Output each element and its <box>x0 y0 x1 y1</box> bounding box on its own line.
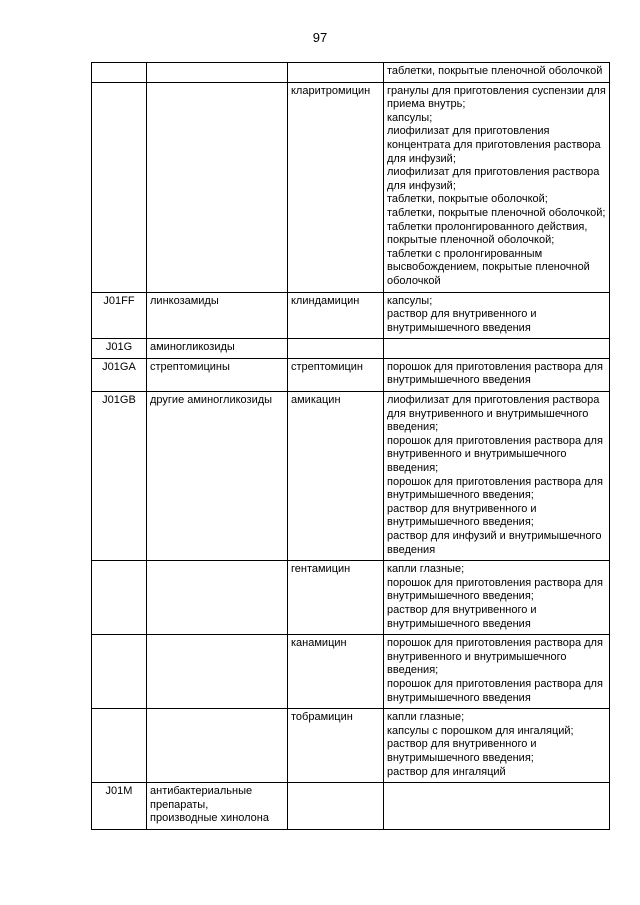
group-cell <box>147 561 288 635</box>
table-row <box>92 339 610 359</box>
table-row <box>92 709 610 783</box>
dosage-form-item: порошок для приготовления раствора для внутримышечного введения; <box>387 576 603 603</box>
dosage-form-item: таблетки, покрытые оболочкой; <box>387 193 548 206</box>
substance-cell <box>288 63 384 83</box>
substance-cell: кларитромицин <box>288 82 384 292</box>
substance-cell: тобрамицин <box>288 709 384 783</box>
group-cell <box>147 358 288 391</box>
group-cell <box>147 709 288 783</box>
dosage-form-item: порошок для приготовления раствора для внутривенного и внутримышечного введения; <box>387 637 603 677</box>
dosage-form-cell <box>384 635 610 709</box>
dosage-form-item: раствор для инфузий и внутримышечного введения <box>387 530 602 556</box>
atc-code-cell <box>92 709 147 783</box>
dosage-form-item: таблетки с пролонгированным высвобождением, покрытые пленочной оболочкой <box>387 247 590 287</box>
substance-cell: гентамицин <box>288 561 384 635</box>
substance-cell: стрептомицин <box>288 358 384 391</box>
group-line: другие аминогликозиды <box>150 394 273 407</box>
table-row <box>92 561 610 635</box>
dosage-form-item: таблетки, покрытые пленочной оболочкой; <box>387 206 606 219</box>
dosage-form-cell <box>384 292 610 339</box>
atc-code-cell <box>92 561 147 635</box>
dosage-form-cell <box>384 392 610 561</box>
table-row <box>92 783 610 830</box>
atc-code-cell <box>92 635 147 709</box>
group-line: аминогликозиды <box>150 341 235 354</box>
dosage-form-item: лиофилизат для приготовления раствора для внутривенного и внутримышечного введения; <box>387 394 600 434</box>
atc-code-cell: J01GA <box>92 358 147 391</box>
group-line: линкозамиды <box>150 294 219 307</box>
table-row <box>92 392 610 561</box>
dosage-form-item: лиофилизат для приготовления концентрата для приготовления раствора для инфузий; <box>387 125 601 165</box>
group-line: производные хинолона <box>150 812 269 825</box>
dosage-form-item: капсулы с порошком для ингаляций; <box>387 724 574 737</box>
dosage-form-cell <box>384 561 610 635</box>
atc-code-cell: J01M <box>92 783 147 830</box>
dosage-form-cell <box>384 82 610 292</box>
page-number: 97 <box>312 30 328 45</box>
atc-code-cell: J01GB <box>92 392 147 561</box>
group-line: антибактериальные <box>150 785 253 798</box>
atc-code-cell <box>92 63 147 83</box>
substance-cell: амикацин <box>288 392 384 561</box>
dosage-form-item: раствор для внутривенного и внутримышечного введения; <box>387 502 537 529</box>
table-row <box>92 635 610 709</box>
dosage-form-item: лиофилизат для приготовления раствора для инфузий; <box>387 166 600 192</box>
substance-cell <box>288 339 384 359</box>
substance-cell <box>288 783 384 830</box>
dosage-form-item: порошок для приготовления раствора для внутримышечного введения <box>387 360 603 387</box>
group-cell <box>147 635 288 709</box>
dosage-form-cell <box>384 358 610 391</box>
dosage-form-item: раствор для ингаляций <box>387 765 506 778</box>
table-row <box>92 82 610 292</box>
dosage-form-cell <box>384 709 610 783</box>
dosage-form-item: капсулы; <box>387 294 433 307</box>
group-line: препараты, <box>150 798 209 811</box>
drug-table <box>91 62 610 830</box>
dosage-form-item: раствор для внутривенного и внутримышечного введения; <box>387 738 537 764</box>
group-cell <box>147 339 288 359</box>
group-cell <box>147 63 288 83</box>
dosage-form-item: раствор для внутривенного и внутримышечного введения <box>387 308 537 334</box>
table-row <box>92 358 610 391</box>
table-body <box>92 63 610 830</box>
dosage-form-item: капсулы; <box>387 111 433 124</box>
dosage-form-item: порошок для приготовления раствора для внутримышечного введения <box>387 677 603 704</box>
atc-code-cell: J01FF <box>92 292 147 339</box>
dosage-form-item: раствор для внутривенного и внутримышечного введения <box>387 603 537 630</box>
dosage-form-item: таблетки, покрытые пленочной оболочкой <box>387 65 603 77</box>
group-cell <box>147 392 288 561</box>
dosage-form-cell <box>384 63 610 83</box>
atc-code-cell: J01G <box>92 339 147 359</box>
substance-cell: канамицин <box>288 635 384 709</box>
dosage-form-item: капли глазные; <box>387 563 465 576</box>
table-row <box>92 292 610 339</box>
dosage-form-item: капли глазные; <box>387 711 465 724</box>
dosage-form-item: таблетки пролонгированного действия, покрытые пленочной оболочкой; <box>387 220 588 247</box>
substance-cell: клиндамицин <box>288 292 384 339</box>
group-cell <box>147 82 288 292</box>
dosage-form-item: порошок для приготовления раствора для внутривенного и внутримышечного введения; <box>387 434 603 475</box>
group-cell <box>147 783 288 830</box>
group-cell <box>147 292 288 339</box>
dosage-form-cell <box>384 339 610 359</box>
table-row <box>92 63 610 83</box>
atc-code-cell <box>92 82 147 292</box>
dosage-form-item: гранулы для приготовления суспензии для приема внутрь; <box>387 84 606 111</box>
dosage-form-item: порошок для приготовления раствора для внутримышечного введения; <box>387 475 603 502</box>
dosage-form-cell <box>384 783 610 830</box>
group-line: стрептомицины <box>150 360 230 373</box>
